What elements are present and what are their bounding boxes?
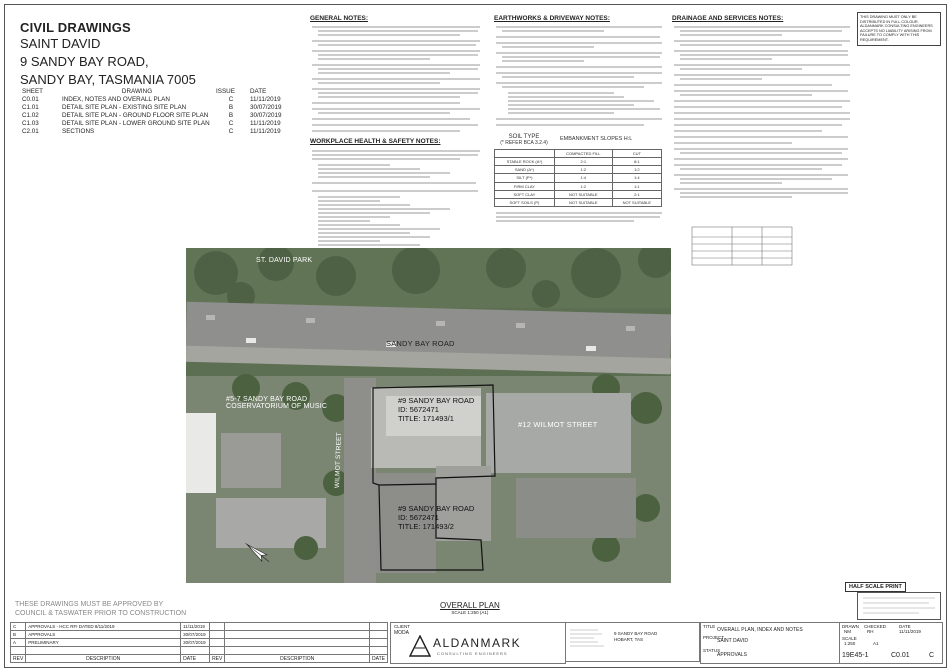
general-notes-title: GENERAL NOTES: <box>310 15 369 22</box>
sheet-index-header <box>20 88 290 96</box>
label-sandy-bay-road: SANDY BAY ROAD <box>386 339 455 348</box>
rev-code: C <box>11 623 26 631</box>
pipe-depth-table <box>672 215 852 267</box>
rev-date: 30/07/2019 <box>181 639 210 647</box>
earthworks-footnote <box>494 210 664 232</box>
drawing-title: OVERALL PLAN, INDEX AND NOTES <box>717 627 803 633</box>
client-name: MODA <box>394 630 409 636</box>
soil-cell: SOFT SOILS (P) <box>495 199 555 207</box>
neighbour-address: #5-7 SANDY BAY ROAD <box>226 396 308 403</box>
company-tagline: CONSULTING ENGINEERS <box>437 651 508 656</box>
label-wilmot-street: WILMOT STREET <box>334 432 343 489</box>
title-label: TITLE <box>703 624 716 629</box>
drawn-value: NM <box>844 629 851 634</box>
date-label: DATE <box>899 624 911 629</box>
aldanmark-logo-icon <box>409 635 431 657</box>
project-value: SAINT DAVID <box>717 638 748 644</box>
soil-cell: FIRM CLAY <box>495 182 555 190</box>
rev-description: PRELIMINARY <box>26 639 181 647</box>
rev-description: APPROVALS <box>26 631 181 639</box>
checked-label: CHECKED <box>864 624 887 629</box>
revision-table <box>10 622 388 663</box>
revision-header <box>11 655 388 663</box>
revision-row <box>11 639 388 647</box>
drainage-notes-text <box>672 24 852 212</box>
soil-col: COMPACTED FILL <box>554 149 612 157</box>
project-name: SAINT DAVID <box>20 36 101 51</box>
lot-id: ID: 5672471 <box>398 405 439 414</box>
address-line-2: SANDY BAY, TASMANIA 7005 <box>20 72 196 87</box>
soil-cell: 1:2 <box>554 166 612 174</box>
sheet-title: SECTIONS <box>62 128 95 135</box>
sheet-date: 30/07/2019 <box>250 104 282 111</box>
label-st-david-park: ST. DAVID PARK <box>256 257 313 264</box>
colour-distribution-stamp: THIS DRAWING MUST ONLY BE DISTRIBUTED IN FULL COLOUR. ALDANMARK CONSULTING ENGINEERS ACCEPTS NO LIABILITY ARISING FROM FAILURE TO COMPLY WITH THIS REQUIREMENT. <box>857 12 941 46</box>
soil-cell: 1:4 <box>554 174 612 182</box>
whs-notes-title: WORKPLACE HEALTH & SAFETY NOTES: <box>310 138 441 146</box>
sheet-row[interactable] <box>20 96 290 104</box>
approval-line-2: COUNCIL & TASWATER PRIOR TO CONSTRUCTION <box>15 610 187 617</box>
sheet-issue: C <box>228 96 234 103</box>
earthworks-notes-text <box>494 24 664 132</box>
lot-2-label[interactable] <box>398 504 474 531</box>
project-number: 19E45-1 <box>842 652 869 659</box>
lot-title: TITLE: 171493/2 <box>398 522 454 531</box>
soil-cell: NOT SUITABLE <box>612 199 661 207</box>
lot-title: TITLE: 171493/1 <box>398 414 454 423</box>
soil-col <box>495 149 555 157</box>
drainage-notes <box>672 16 852 269</box>
sheet-issue: B <box>228 112 234 119</box>
lot-name: #9 SANDY BAY ROAD <box>398 504 475 513</box>
sheet-row[interactable] <box>20 128 290 136</box>
rev-header: DATE <box>181 655 210 663</box>
col-drawing: DRAWING <box>121 88 153 95</box>
label-neighbour-conservatorium <box>226 396 327 410</box>
soil-cell: NOT SUITABLE <box>554 199 612 207</box>
earthworks-notes-title: EARTHWORKS & DRIVEWAY NOTES: <box>494 15 610 22</box>
soil-cell: SOFT CLAY <box>495 190 555 198</box>
col-issue: ISSUE <box>216 88 235 95</box>
revision-row <box>11 631 388 639</box>
lot-id: ID: 5672471 <box>398 513 439 522</box>
aerial-site-plan[interactable] <box>186 248 671 583</box>
sheet-issue: C <box>228 120 234 127</box>
project-label: PROJECT <box>703 635 725 640</box>
soil-cell: 2:1 <box>554 158 612 166</box>
date-value: 11/11/2019 <box>899 629 921 634</box>
sheet-issue: C <box>228 128 234 135</box>
consultant-logo-block <box>390 622 566 664</box>
rev-code: A <box>11 639 26 647</box>
sheet-no: C1.02 <box>22 112 39 119</box>
sheet-title: DETAIL SITE PLAN - GROUND FLOOR SITE PLAN <box>62 112 209 119</box>
sheet-size: A1 <box>873 641 879 646</box>
plan-caption <box>440 601 500 615</box>
soil-cell: 1:1 <box>612 182 661 190</box>
soil-cell: SILT (P*) <box>495 174 555 182</box>
status-label: STATUS <box>703 648 721 653</box>
client-label: CLIENT <box>394 624 411 629</box>
scale-label: SCALE <box>842 636 857 641</box>
approval-notice <box>15 600 186 618</box>
sheet-row[interactable] <box>20 120 290 128</box>
drawing-info-block <box>700 622 943 664</box>
minimum-clearance-table <box>857 592 941 620</box>
sheet-date: 11/11/2019 <box>250 128 281 135</box>
soil-type-title: SOIL TYPE <box>508 134 540 141</box>
sheet-date: 30/07/2019 <box>250 112 282 119</box>
rev-header: REV <box>210 655 225 663</box>
sheet-title: DETAIL SITE PLAN - LOWER GROUND SITE PLAN <box>62 120 210 127</box>
plan-caption-scale: SCALE 1:250 (A1) <box>451 610 489 615</box>
sheet-title: DETAIL SITE PLAN - EXISTING SITE PLAN <box>62 104 187 111</box>
soil-col: CUT <box>612 149 661 157</box>
sheet-row[interactable] <box>20 112 290 120</box>
soil-cell: 1:4 <box>612 174 661 182</box>
lot-1-label[interactable] <box>398 396 474 423</box>
rev-header: REV <box>11 655 26 663</box>
sheet-title: INDEX, NOTES AND OVERALL PLAN <box>62 96 170 103</box>
status-value: APPROVALS <box>717 652 747 658</box>
title-block <box>20 20 280 89</box>
soil-type-ref: (* REFER BCA 3.2.4) <box>500 139 548 146</box>
checked-value: RH <box>867 629 874 634</box>
half-scale-badge: HALF SCALE PRINT <box>845 582 906 592</box>
minimum-clearance-text <box>859 594 939 618</box>
rev-code: B <box>11 631 26 639</box>
plan-caption-title: OVERALL PLAN <box>440 601 500 610</box>
soil-cell: 2:1 <box>612 190 661 198</box>
project-address-block <box>565 622 700 662</box>
sheet-issue: B <box>228 104 234 111</box>
sheet-no: C0.01 <box>22 96 39 103</box>
site-address-line-2: HOBART, TAS <box>614 637 644 642</box>
revision-letter: C <box>929 652 935 659</box>
revision-row <box>11 623 388 631</box>
neighbour-name: COSERVATORIUM OF MUSIC <box>226 403 328 410</box>
rev-header: DESCRIPTION <box>225 655 370 663</box>
rev-header: DESCRIPTION <box>26 655 181 663</box>
company-contact-text <box>568 627 608 653</box>
site-address-line-1: 9 SANDY BAY ROAD <box>614 631 658 636</box>
drawn-label: DRAWN <box>842 624 859 629</box>
sheet-no: C2.01 <box>22 128 39 135</box>
col-sheet: SHEET <box>22 88 43 95</box>
sheet-index <box>20 88 290 136</box>
embankment-title: EMBANKMENT SLOPES H:L <box>560 136 633 143</box>
lot-name: #9 SANDY BAY ROAD <box>398 396 475 405</box>
approval-line-1: THESE DRAWINGS MUST BE APPROVED BY <box>15 601 164 608</box>
soil-cell: STABLE ROCK (A*) <box>495 158 555 166</box>
soil-table-header <box>494 135 664 145</box>
drawing-heading: CIVIL DRAWINGS <box>20 20 131 35</box>
sheet-date: 11/11/2019 <box>250 96 281 103</box>
rev-date: 11/11/2019 <box>181 623 210 631</box>
scale-value: 1:250 <box>844 641 856 646</box>
address-line-1: 9 SANDY BAY ROAD, <box>20 54 149 69</box>
rev-header: DATE <box>370 655 388 663</box>
sheet-row[interactable] <box>20 104 290 112</box>
sheet-no: C1.01 <box>22 104 39 111</box>
label-neighbour-wilmot: #12 WILMOT STREET <box>518 420 598 429</box>
drainage-notes-title: DRAINAGE AND SERVICES NOTES: <box>672 15 784 22</box>
general-notes <box>310 16 482 269</box>
soil-cell: 1:2 <box>612 166 661 174</box>
soil-cell: NOT SUITABLE <box>554 190 612 198</box>
sheet-no: C1.03 <box>22 120 39 127</box>
col-date: DATE <box>250 88 267 95</box>
drawing-number: C0.01 <box>891 652 910 659</box>
rev-description: APPROVALS - HCC RFI DATED 8/11/2019 <box>26 623 181 631</box>
soil-cell: 8:1 <box>612 158 661 166</box>
soil-cell: 1:2 <box>554 182 612 190</box>
sheet-date: 11/11/2019 <box>250 120 281 127</box>
earthworks-notes <box>494 16 664 233</box>
soil-table <box>494 149 662 207</box>
general-notes-text <box>310 24 482 136</box>
soil-cell: SAND (A*) <box>495 166 555 174</box>
company-name: ALDANMARK <box>433 636 522 650</box>
rev-date: 30/07/2019 <box>181 631 210 639</box>
